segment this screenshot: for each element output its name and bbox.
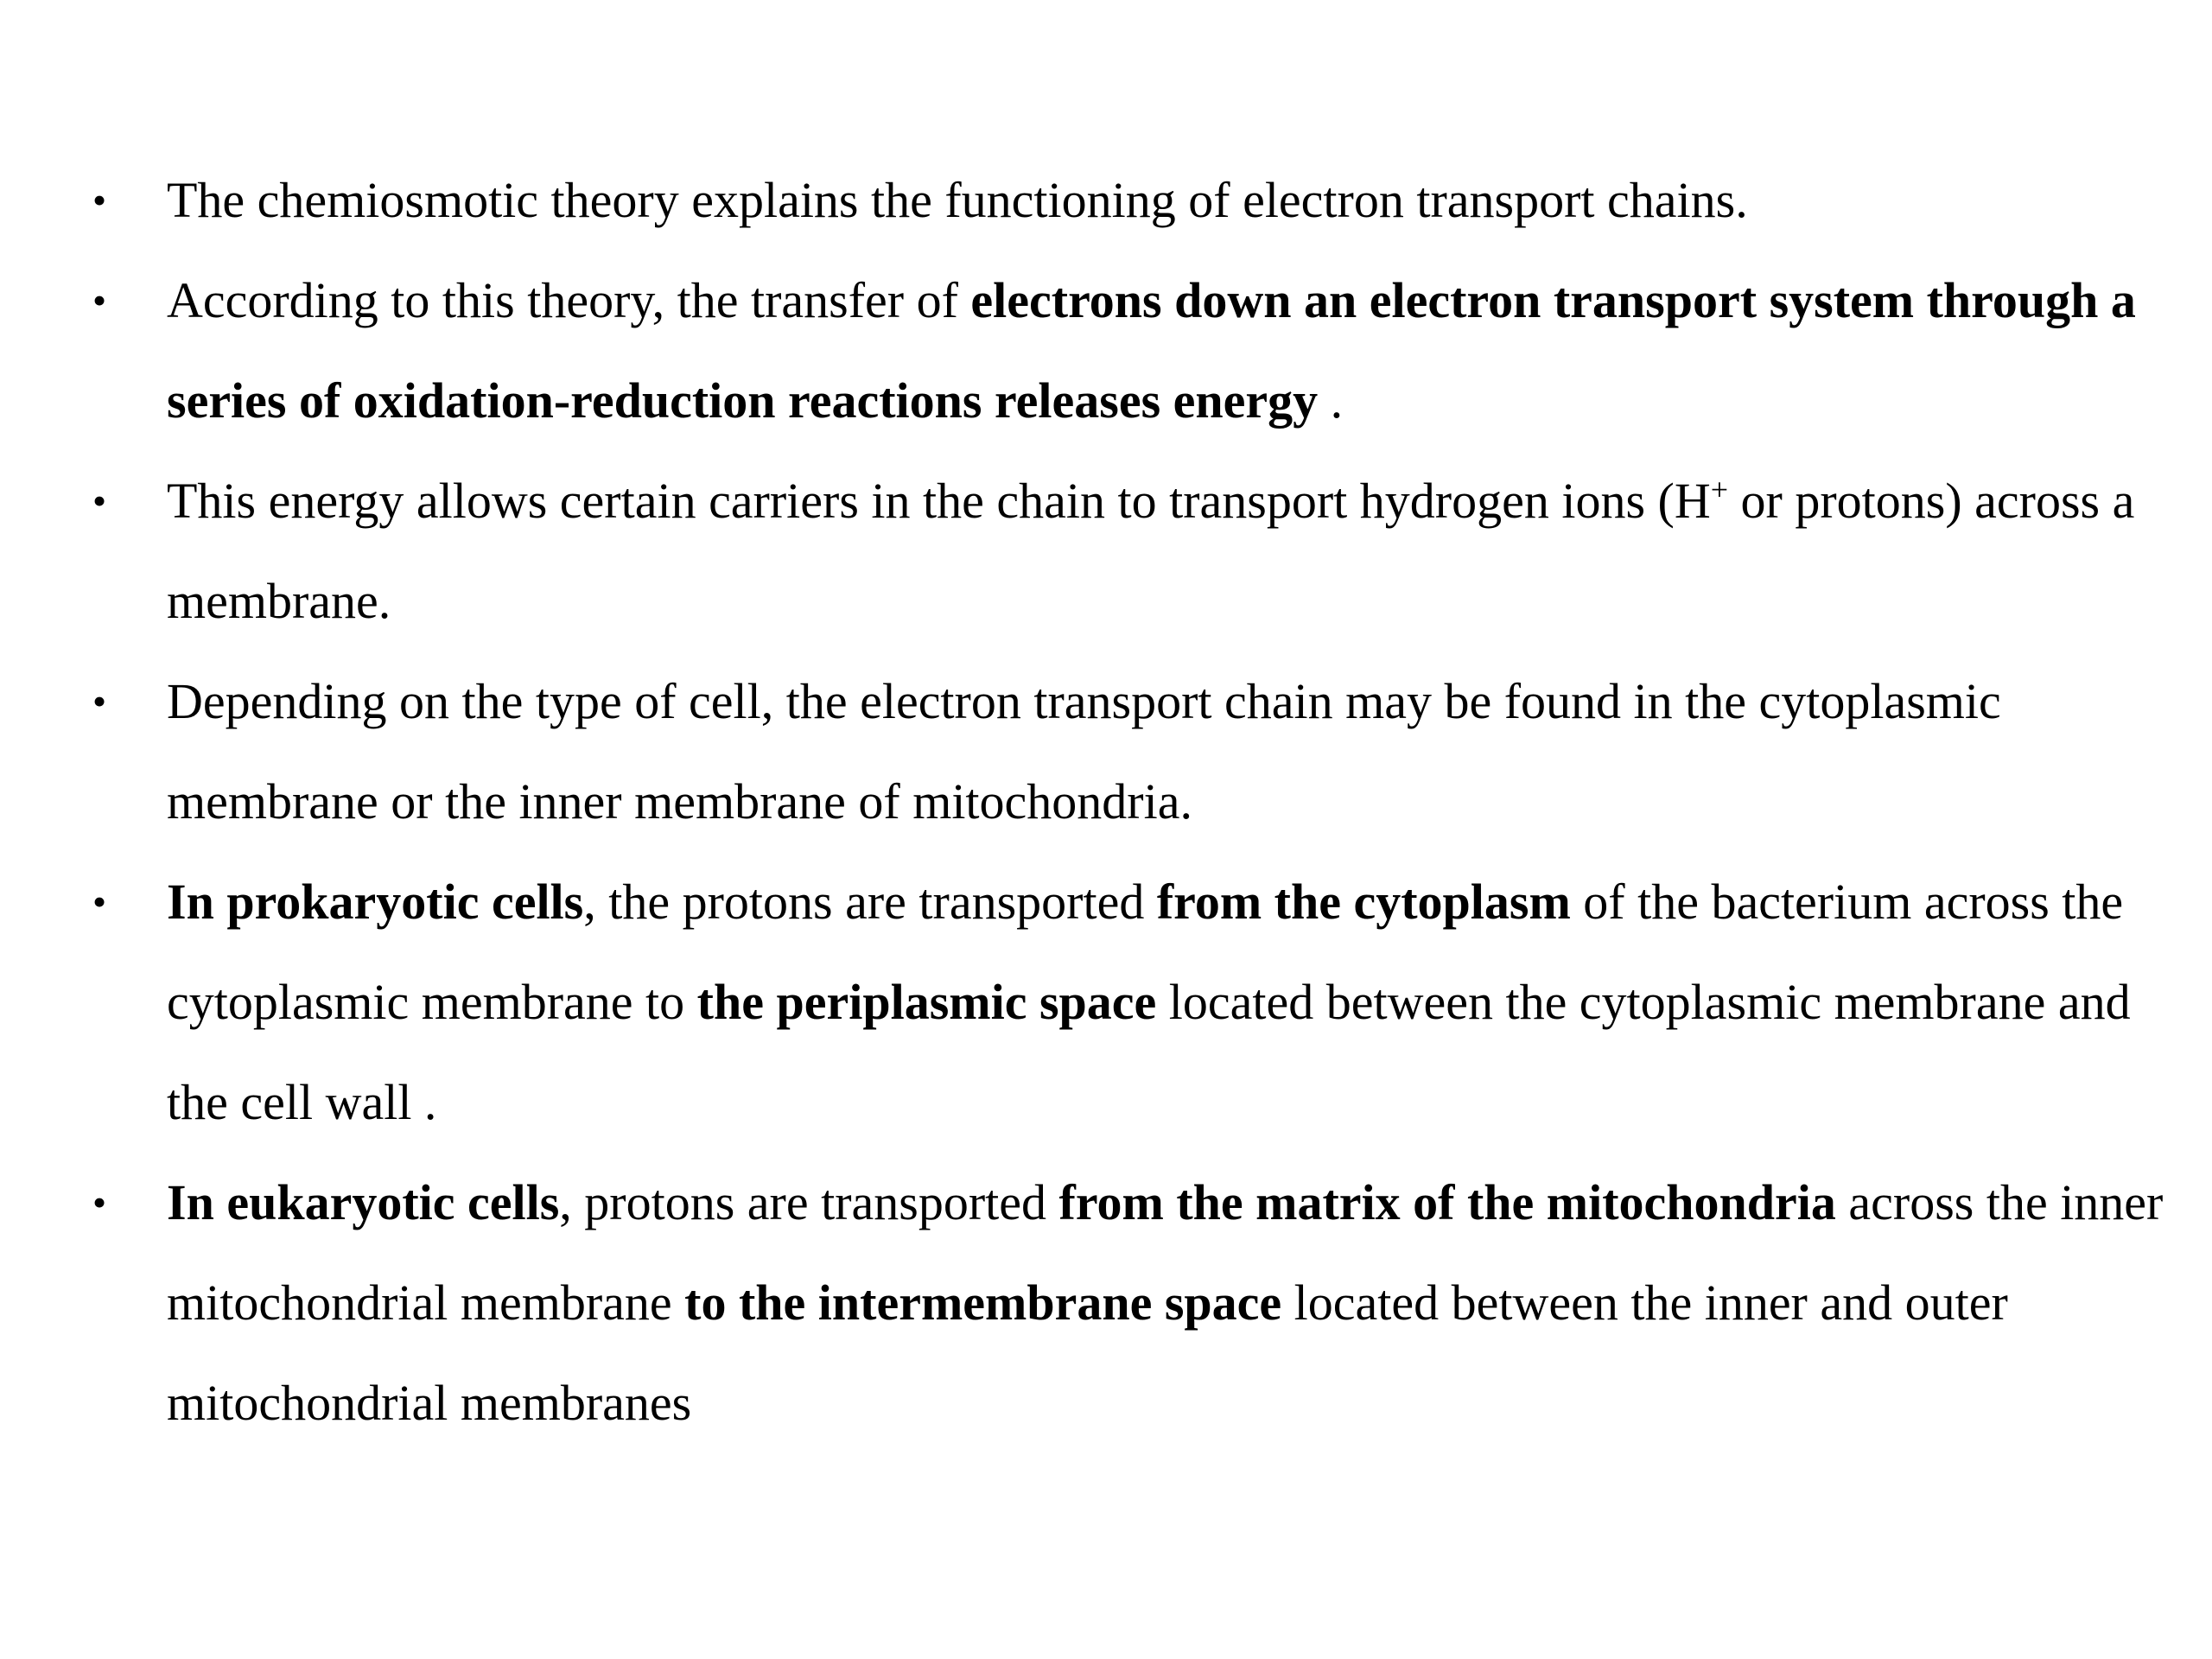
bullet-text: or protons) across a membrane.	[167, 473, 2135, 629]
bullet-bold-text: from the matrix of the mitochondria	[1058, 1174, 1836, 1230]
bullet-dot-icon: •	[92, 278, 107, 322]
bullet-prokaryotic-cells	[92, 852, 2193, 1153]
bullet-list	[92, 150, 2193, 1453]
bullet-text: located between the inner and outer mitochondrial membranes	[167, 1274, 2008, 1431]
bullet-bold-text: from the cytoplasm	[1156, 874, 1571, 930]
bullet-dot-icon: •	[92, 479, 107, 523]
bullet-text: , protons are transported	[559, 1174, 1059, 1230]
bullet-text: Depending on the type of cell, the electron transport chain may be found in the cytoplasmic membrane or the inner membrane of mitochondria.	[167, 673, 2001, 830]
bullet-hydrogen-ions	[92, 451, 2193, 652]
bullet-text: This energy allows certain carriers in the chain to transport hydrogen ions (H	[167, 473, 1711, 529]
bullet-bold-text: to the intermembrane space	[684, 1274, 1282, 1331]
bullet-dot-icon: •	[92, 178, 107, 222]
bullet-bold-text: electrons down an electron transport system through a series of oxidation-reduction reactions releases energy	[167, 272, 2136, 429]
bullet-bold-text: In prokaryotic cells	[167, 874, 584, 930]
bullet-theory-energy-release	[92, 251, 2193, 451]
bullet-bold-text: In eukaryotic cells	[167, 1174, 560, 1230]
bullet-bold-text: the periplasmic space	[696, 974, 1157, 1030]
bullet-text: The chemiosmotic theory explains the functioning of electron transport chains.	[167, 172, 1748, 228]
bullet-dot-icon: •	[92, 1180, 107, 1224]
bullet-chemiosmotic-theory	[92, 150, 2193, 251]
bullet-text: , the protons are transported	[583, 874, 1157, 930]
bullet-text: across the inner mitochondrial membrane	[167, 1174, 2164, 1331]
bullet-eukaryotic-cells	[92, 1153, 2193, 1453]
bullet-dot-icon: •	[92, 880, 107, 924]
bullet-text: of the bacterium across the cytoplasmic membrane to	[167, 874, 2124, 1030]
superscript-plus: +	[1710, 472, 1729, 507]
bullet-text: According to this theory, the transfer of	[167, 272, 971, 328]
bullet-cell-type-location	[92, 652, 2193, 852]
bullet-dot-icon: •	[92, 679, 107, 723]
bullet-text: .	[1318, 372, 1344, 429]
bullet-text: located between the cytoplasmic membrane and the cell wall .	[167, 974, 2131, 1130]
